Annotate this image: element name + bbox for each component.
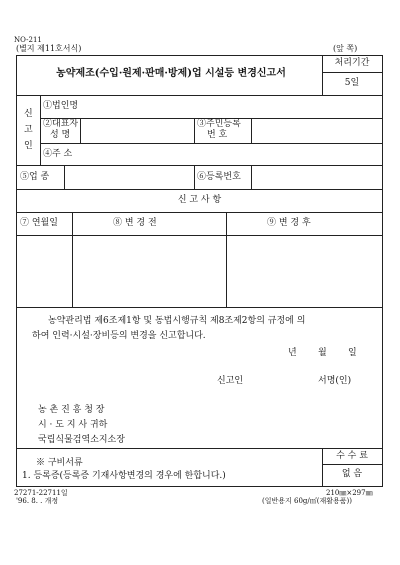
required-doc-item-1: 1. 등록증(등록증 기재사항변경의 경우에 한합니다.) — [22, 471, 226, 481]
column-date: ⑦ 연월일 — [20, 218, 58, 228]
report-section-title: 신 고 사 항 — [177, 195, 222, 205]
footer-paper-size: 210㎜×297㎜ — [326, 489, 373, 497]
footer-revision: '96. 8. . 개정 — [16, 497, 59, 505]
declarant-label: 신고인 — [217, 376, 244, 386]
column-before-change: ⑧ 변 경 전 — [113, 218, 157, 228]
fee-label: 수 수 료 — [336, 451, 368, 461]
corporation-name-label: ①법인명 — [43, 101, 79, 111]
registration-number-label: ⑥등록번호 — [197, 172, 241, 182]
resident-number-label-sub: 번 호 — [207, 130, 228, 140]
form-reference: (별지 제11호서식) — [16, 44, 82, 53]
date-day: 일 — [348, 348, 357, 358]
form-title: 농약제조(수입·원제·판매·방제)업 시설등 변경신고서 — [56, 68, 286, 79]
processing-period-label: 처리기간 — [334, 58, 370, 68]
footer-form-number: 27271-22711일 — [14, 489, 68, 497]
signature-label: 서명(인) — [318, 376, 352, 386]
page-side-note: (앞 쪽) — [333, 44, 358, 53]
fee-value: 없 음 — [341, 469, 363, 479]
representative-label: ②대표자 — [43, 119, 79, 129]
processing-period-value: 5일 — [344, 78, 360, 88]
business-type-label: ⑤업 종 — [20, 172, 50, 182]
recipient-rda: 농 촌 진 흥 청 장 — [38, 405, 105, 415]
required-docs-label: ※ 구비서류 — [36, 458, 83, 468]
declaration-line-1: 농약관리법 제6조제1항 및 동법시행규칙 제8조제2항의 규정에 의 — [48, 316, 306, 326]
recipient-quarantine: 국립식물검역소지소장 — [38, 435, 125, 445]
representative-name-label: 성 명 — [50, 130, 71, 140]
column-after-change: ⑨ 변 경 후 — [267, 218, 311, 228]
declaration-line-2: 하여 인력·시설·장비등의 변경을 신고합니다. — [32, 331, 206, 341]
date-month: 월 — [318, 348, 327, 358]
footer-paper-type: (일반용지 60g/㎡(재활용품)) — [262, 497, 352, 505]
resident-number-label: ③주민등록 — [197, 119, 241, 129]
address-label: ④주 소 — [43, 149, 73, 159]
date-year: 년 — [288, 348, 297, 358]
form-code: NO-211 — [14, 36, 42, 44]
recipient-governor: 시 · 도 지 사 귀하 — [38, 420, 108, 430]
